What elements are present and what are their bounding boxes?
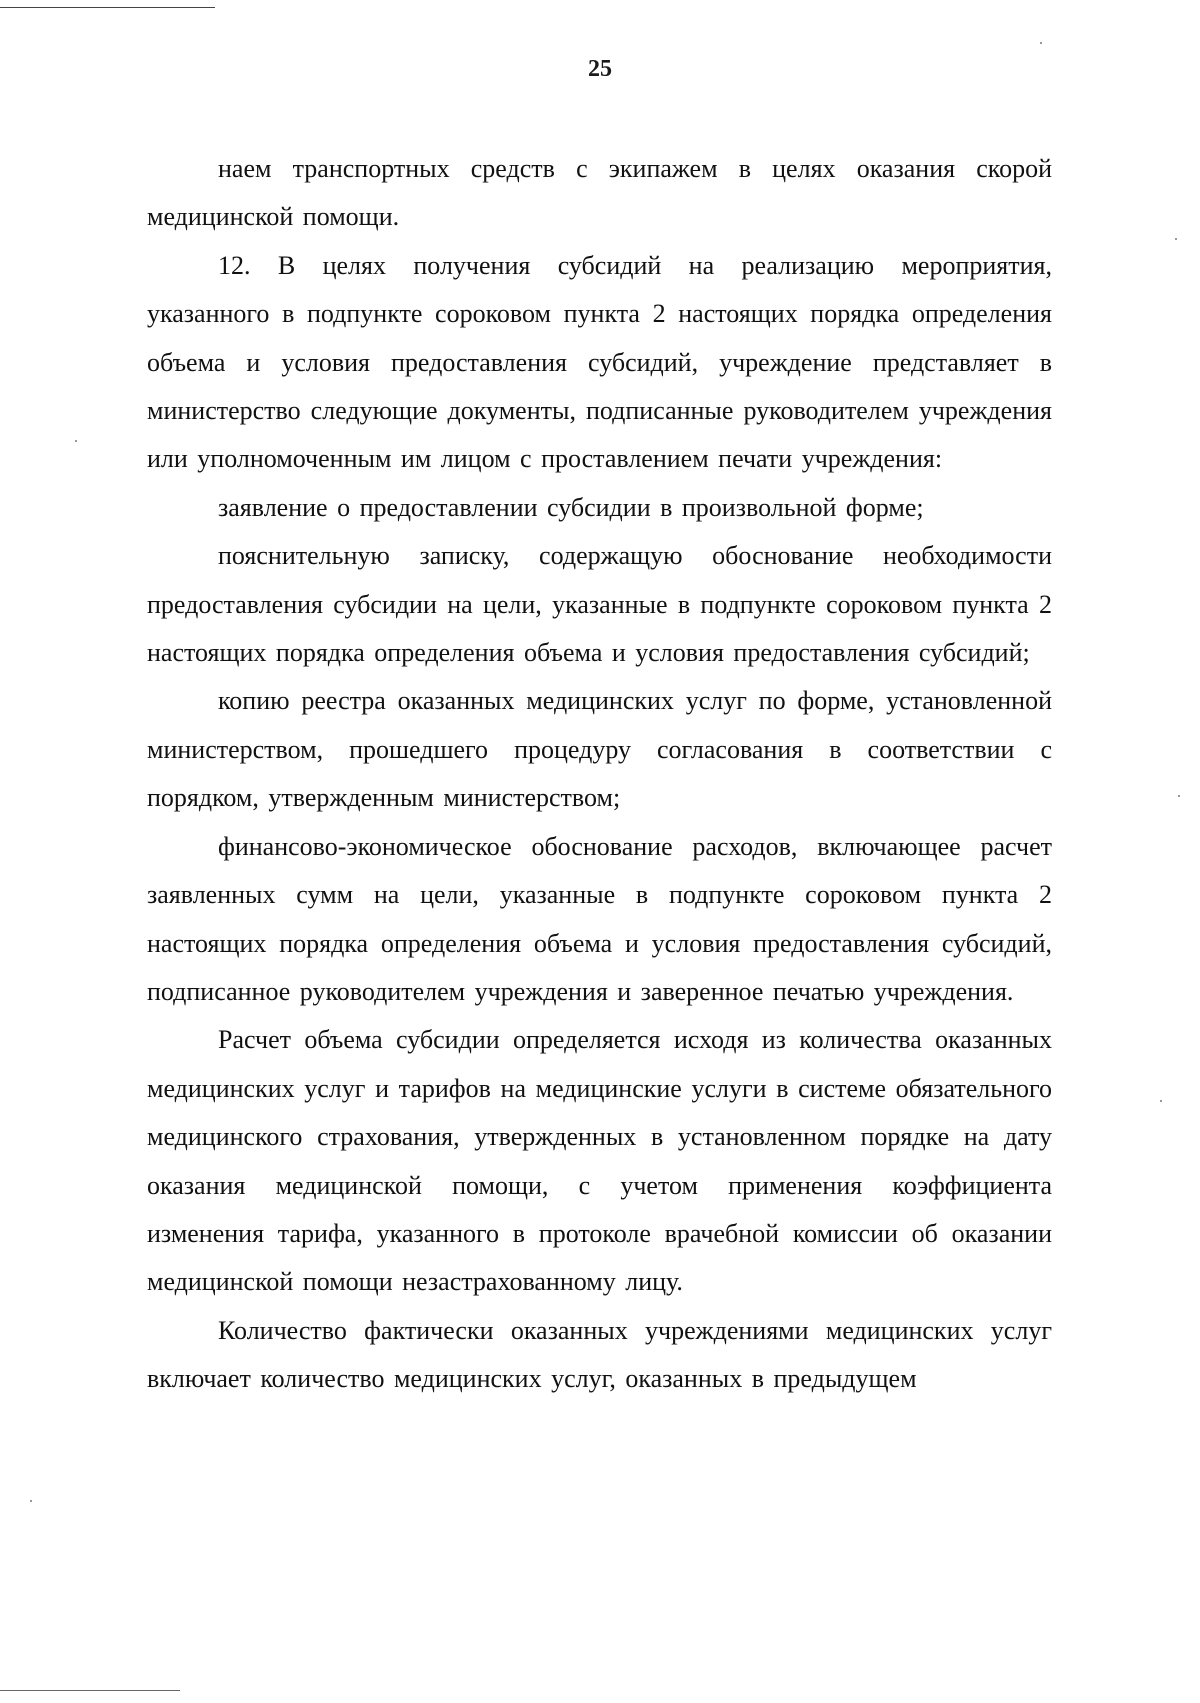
paragraph-application: заявление о предоставлении субсидии в произвольной форме; bbox=[218, 492, 924, 522]
page-number: 25 bbox=[588, 56, 612, 82]
paragraph-financial-justification: финансово-экономическое обоснование расходов, включающее расчет заявленных сумм на цели, указанные в подпункте сороковом пункта 2 настоящих порядка определения объема и условия предоставления субсидий, подписанное руководителем учреждения и заверенное печатью учреждения. bbox=[147, 831, 1052, 1006]
paragraph-12-documents: 12. В целях получения субсидий на реализацию мероприятия, указанного в подпункте сороковом пункта 2 настоящих порядка определения объема и условия предоставления субсидий, учреждение представляет в министерство следующие документы, подписанные руководителем учреждения или уполномоченным им лицом с проставлением печати учреждения: bbox=[147, 250, 1052, 474]
scan-speck bbox=[30, 1500, 32, 1502]
paragraph-subsidy-calculation: Расчет объема субсидии определяется исходя из количества оказанных медицинских услуг и тарифов на медицинские услуги в системе обязательного медицинского страхования, утвержденных в установленном порядке на дату оказания медицинской помощи, с учетом применения коэффициента изменения тарифа, указанного в протоколе врачебной комиссии об оказании медицинской помощи незастрахованному лицу. bbox=[147, 1025, 1052, 1297]
paragraph-services-count: Количество фактически оказанных учреждениями медицинских услуг включает количество медицинских услуг, оказанных в предыдущем bbox=[147, 1315, 1052, 1394]
scan-speck bbox=[1175, 238, 1177, 240]
scan-edge-line-top-left bbox=[0, 7, 215, 8]
scan-speck bbox=[1040, 42, 1042, 44]
paragraph-registry-copy: копию реестра оказанных медицинских услуг по форме, установленной министерством, прошедшего процедуру согласования в соответствии с порядком, утвержденным министерством; bbox=[147, 686, 1052, 813]
scan-speck bbox=[1178, 795, 1180, 797]
paragraph-transport-continuation: наем транспортных средств с экипажем в целях оказания скорой медицинской помощи. bbox=[147, 154, 1052, 232]
paragraph-explanatory-note: пояснительную записку, содержащую обоснование необходимости предоставления субсидии на цели, указанные в подпункте сороковом пункта 2 настоящих порядка определения объема и условия предоставления субсидий; bbox=[147, 541, 1052, 668]
document-body bbox=[147, 145, 1052, 1404]
scan-speck bbox=[1160, 1100, 1162, 1102]
scan-speck bbox=[75, 440, 77, 442]
scan-edge-line-bottom-left bbox=[0, 1690, 180, 1691]
